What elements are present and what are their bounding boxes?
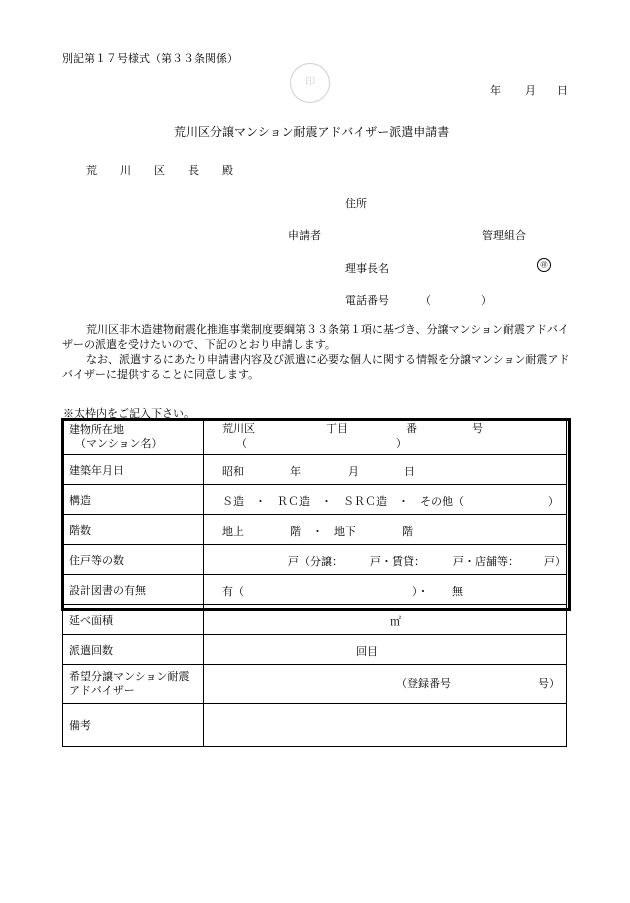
registration-label: （登録番号 — [396, 677, 451, 690]
drawings-label: 設計図書の有無 — [63, 575, 204, 605]
remarks-input-cell[interactable] — [204, 704, 567, 747]
floors-input-cell[interactable] — [204, 515, 567, 545]
intro-paragraph-1: 荒川区非木造建物耐震化推進事業制度要綱第３３条第１項に基づき、分譲マンション耐震アドバイザーの派遣を受けたいので、下記のとおり申請します。 — [62, 323, 569, 351]
dispatch-count-label: 派遣回数 — [63, 635, 204, 665]
addressee-char: 川 — [120, 164, 131, 177]
fill-note: ※太枠内をご記入下さい。 — [63, 407, 195, 420]
floors-label: 階数 — [63, 515, 204, 545]
built-date-label: 建築年月日 — [63, 455, 204, 485]
addressee — [86, 162, 256, 178]
date-day-label: 日 — [557, 84, 568, 97]
paren-open: （ — [236, 437, 247, 450]
structure-input-cell[interactable] — [204, 485, 567, 515]
units-shop: 戸・店舗等： — [453, 555, 519, 568]
ban-label: 番 — [406, 422, 417, 435]
table-row — [63, 575, 567, 605]
structure-options: Ｓ造 ・ ＲＣ造 ・ ＳＲＣ造 ・ その他（ — [222, 495, 464, 508]
phone-label: 電話番号 — [345, 294, 389, 307]
era-label: 昭和 — [222, 465, 244, 478]
units-input-cell[interactable] — [204, 545, 567, 575]
advisor-input-cell[interactable] — [204, 665, 567, 704]
ward-label: 荒川区 — [222, 422, 255, 435]
table-row — [63, 485, 567, 515]
table-row — [63, 455, 567, 485]
units-label: 住戸等の数 — [63, 545, 204, 575]
mansion-name-label: （マンション名） — [75, 437, 163, 450]
units-text: 戸（分譲： — [288, 555, 343, 568]
table-row — [63, 545, 567, 575]
table-row — [63, 420, 567, 455]
floor-area-input-cell[interactable] — [204, 605, 567, 635]
dispatch-count-input-cell[interactable] — [204, 635, 567, 665]
floor-area-label: 延べ面積 — [63, 605, 204, 635]
drawings-yes: 有（ — [222, 585, 244, 598]
paren-close: ） — [396, 437, 407, 450]
intro-text — [62, 322, 572, 382]
floors-unit-2: 階 — [402, 525, 413, 538]
table-row — [63, 665, 567, 704]
drawings-close: ）・ — [412, 585, 429, 598]
seal-icon: ㊞ — [537, 258, 551, 272]
location-input-cell[interactable] — [204, 420, 567, 455]
intro-paragraph-2: なお、派遣するにあたり申請書内容及び派遣に必要な個人に関する情報を分譲マンション耐震アドバイザーに提供することに同意します。 — [62, 353, 570, 381]
table-row — [63, 515, 567, 545]
year-label: 年 — [290, 465, 301, 478]
application-table — [62, 419, 567, 747]
addressee-char: 殿 — [222, 164, 233, 177]
drawings-input-cell[interactable] — [204, 575, 567, 605]
month-label: 月 — [348, 465, 359, 478]
table-row — [63, 605, 567, 635]
built-date-input-cell[interactable] — [204, 455, 567, 485]
go-label: 号 — [472, 422, 483, 435]
stamp-placeholder-icon: 印 — [290, 63, 330, 103]
units-rent: 戸・賃貸： — [370, 555, 425, 568]
addressee-char: 長 — [188, 164, 199, 177]
table-row — [63, 635, 567, 665]
registration-close: 号） — [538, 677, 560, 690]
count-unit: 回目 — [356, 645, 378, 658]
addressee-char: 区 — [154, 164, 165, 177]
applicant-label: 申請者 — [288, 229, 321, 242]
remarks-label: 備考 — [63, 704, 204, 747]
location-label-cell — [63, 420, 204, 455]
drawings-no: 無 — [452, 585, 463, 598]
location-label: 建物所在地 — [69, 423, 124, 436]
floors-unit-1: 階 ・ 地下 — [290, 525, 356, 538]
document-title: 荒川区分譲マンション耐震アドバイザー派遣申請書 — [174, 125, 450, 139]
form-reference: 別記第１７号様式（第３３条関係） — [62, 52, 238, 65]
address-label: 住所 — [345, 197, 367, 210]
date-year-label: 年 — [490, 84, 501, 97]
date-month-label: 月 — [525, 84, 536, 97]
addressee-char: 荒 — [86, 164, 97, 177]
area-unit: ㎡ — [390, 615, 401, 628]
phone-paren-open: （ — [420, 294, 431, 307]
advisor-label: 希望分譲マンション耐震アドバイザー — [63, 665, 204, 704]
day-label: 日 — [404, 465, 415, 478]
chome-label: 丁目 — [326, 422, 348, 435]
management-union-label: 管理組合 — [482, 229, 526, 242]
phone-paren-close: ） — [481, 294, 492, 307]
units-close: 戸） — [544, 555, 566, 568]
structure-label: 構造 — [63, 485, 204, 515]
structure-close: ） — [548, 495, 559, 508]
table-row — [63, 704, 567, 747]
chairman-name-label: 理事長名 — [345, 262, 389, 275]
above-ground-label: 地上 — [222, 525, 244, 538]
